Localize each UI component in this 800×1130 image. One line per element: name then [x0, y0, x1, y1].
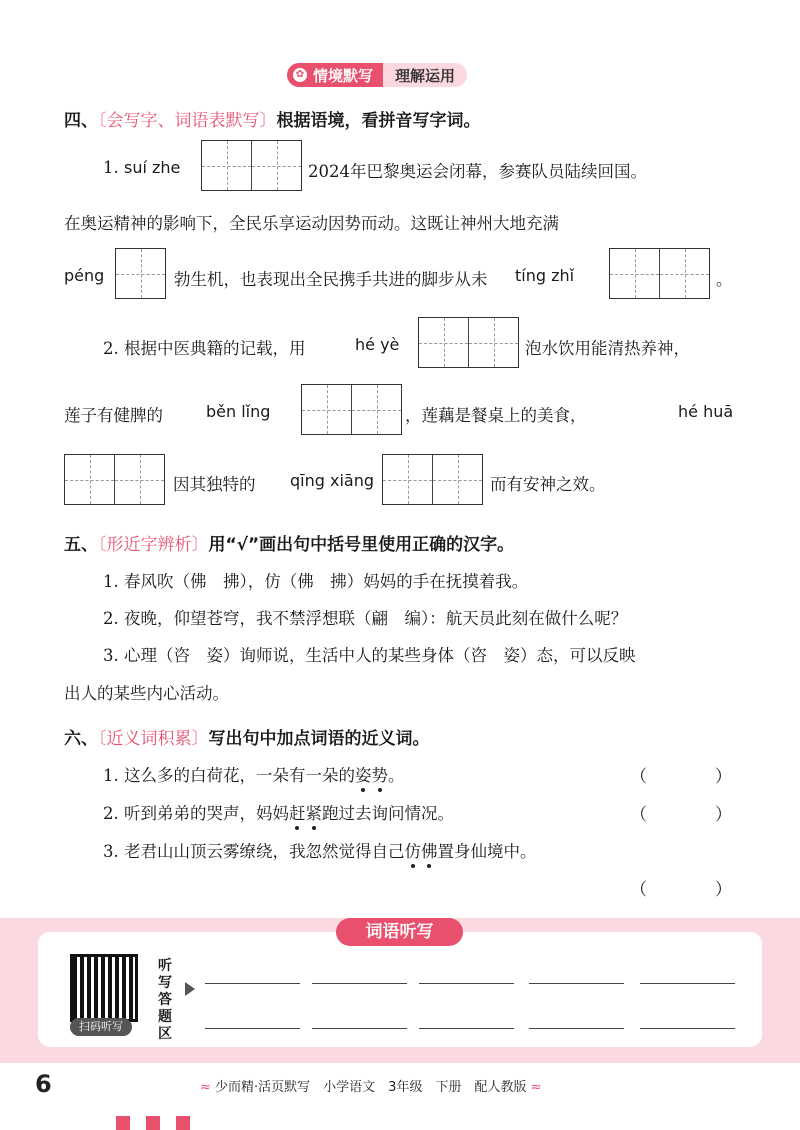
- q5-1: 1. 春风吹（佛 拂），仿（佛 拂）妈妈的手在抚摸着我。: [103, 572, 529, 591]
- section-tag: 〔会写字、词语表默写〕: [98, 111, 277, 131]
- side-label: 听写答题区: [158, 958, 172, 1042]
- answer-grid[interactable]: [115, 248, 166, 299]
- q5-3-cont: 出人的某些内心活动。: [64, 684, 229, 703]
- q4-1-text3: 勃生机，也表现出全民携手共进的脚步从未: [174, 270, 488, 289]
- section-4-heading: [64, 106, 481, 131]
- answer-blank[interactable]: （ ）: [630, 880, 732, 900]
- section-number: 四、: [64, 111, 98, 131]
- write-line[interactable]: [312, 983, 407, 984]
- footer-text: ≈ 少而精·活页默写 小学语文 3年级 下册 配人教版 ≈: [200, 1080, 542, 1095]
- q4-1-line1: 1. suí zhe: [103, 158, 181, 177]
- section-5-heading: 五、〔形近字辨析〕用“√”画出句中括号里使用正确的汉字。: [64, 535, 515, 555]
- answer-grid[interactable]: [609, 248, 710, 299]
- banner-left: 情境默写: [313, 66, 374, 85]
- decor-square: [146, 1116, 160, 1130]
- write-line[interactable]: [419, 983, 514, 984]
- q4-1-text1: 2024年巴黎奥运会闭幕，参赛队员陆续回国。: [308, 162, 647, 181]
- section-instruction: 根据语境，看拼音写字词。: [276, 111, 481, 131]
- pinyin: péng: [64, 266, 105, 285]
- q4-1-text2: 在奥运精神的影响下，全民乐享运动因势而动。这既让神州大地充满: [64, 214, 559, 233]
- q4-2-text1: 2. 根据中医典籍的记载，用: [103, 339, 306, 358]
- scan-label[interactable]: 扫码听写: [70, 1018, 132, 1036]
- q5-2: 2. 夜晚，仰望苍穹，我不禁浮想联（翩 编）：航天员此刻在做什么呢？: [103, 609, 628, 628]
- q6-1: 1. 这么多的白荷花，一朵有一朵的姿势。: [103, 766, 405, 785]
- pinyin: qīng xiāng: [290, 471, 374, 490]
- q6-2: 2. 听到弟弟的哭声，妈妈赶紧跑过去询问情况。: [103, 804, 454, 823]
- qr-code-icon[interactable]: [70, 954, 138, 1022]
- decor-square: [116, 1116, 130, 1130]
- answer-grid[interactable]: [64, 454, 165, 505]
- pinyin: hé huā: [678, 402, 734, 421]
- dictation-title: 词语听写: [336, 918, 463, 946]
- write-line[interactable]: [640, 1028, 735, 1029]
- q6-3: 3. 老君山山顶云雾缭绕，我忽然觉得自己仿佛置身仙境中。: [103, 842, 537, 861]
- q4-2-text5: 因其独特的: [173, 475, 256, 494]
- pinyin: hé yè: [355, 335, 400, 354]
- write-line[interactable]: [529, 983, 624, 984]
- answer-grid[interactable]: [382, 454, 483, 505]
- page-number: 6: [35, 1070, 52, 1098]
- answer-grid[interactable]: [418, 317, 519, 368]
- q4-2-text6: 而有安神之效。: [490, 475, 606, 494]
- write-line[interactable]: [640, 983, 735, 984]
- write-line[interactable]: [419, 1028, 514, 1029]
- answer-grid[interactable]: [201, 140, 302, 191]
- decor-square: [176, 1116, 190, 1130]
- wave-icon: ≈: [200, 1080, 211, 1095]
- write-line[interactable]: [529, 1028, 624, 1029]
- write-line[interactable]: [312, 1028, 407, 1029]
- write-line[interactable]: [205, 983, 300, 984]
- q5-3: 3. 心理（咨 姿）询师说，生活中人的某些身体（咨 姿）态，可以反映: [103, 646, 636, 665]
- answer-grid[interactable]: [301, 384, 402, 435]
- section-banner: [287, 63, 467, 87]
- q4-2-text3: 莲子有健脾的: [64, 406, 163, 425]
- pinyin: běn lǐng: [206, 402, 271, 421]
- banner-right: 理解运用: [383, 63, 467, 87]
- dictation-panel: [38, 932, 762, 1047]
- q4-2-text2: 泡水饮用能清热养神，: [525, 339, 690, 358]
- answer-blank[interactable]: （ ）: [630, 805, 732, 825]
- arrow-right-icon: [185, 982, 195, 996]
- medal-icon: ✿: [293, 68, 307, 82]
- write-line[interactable]: [205, 1028, 300, 1029]
- pinyin: tíng zhǐ: [515, 266, 575, 285]
- section-6-heading: 六、〔近义词积累〕写出句中加点词语的近义词。: [64, 729, 430, 749]
- answer-blank[interactable]: （ ）: [630, 767, 732, 787]
- q4-2-text4: ，莲藕是餐桌上的美食，: [405, 406, 587, 425]
- wave-icon: ≈: [530, 1080, 542, 1095]
- pinyin: suí zhe: [124, 158, 181, 177]
- q4-1-text4: 。: [716, 270, 733, 289]
